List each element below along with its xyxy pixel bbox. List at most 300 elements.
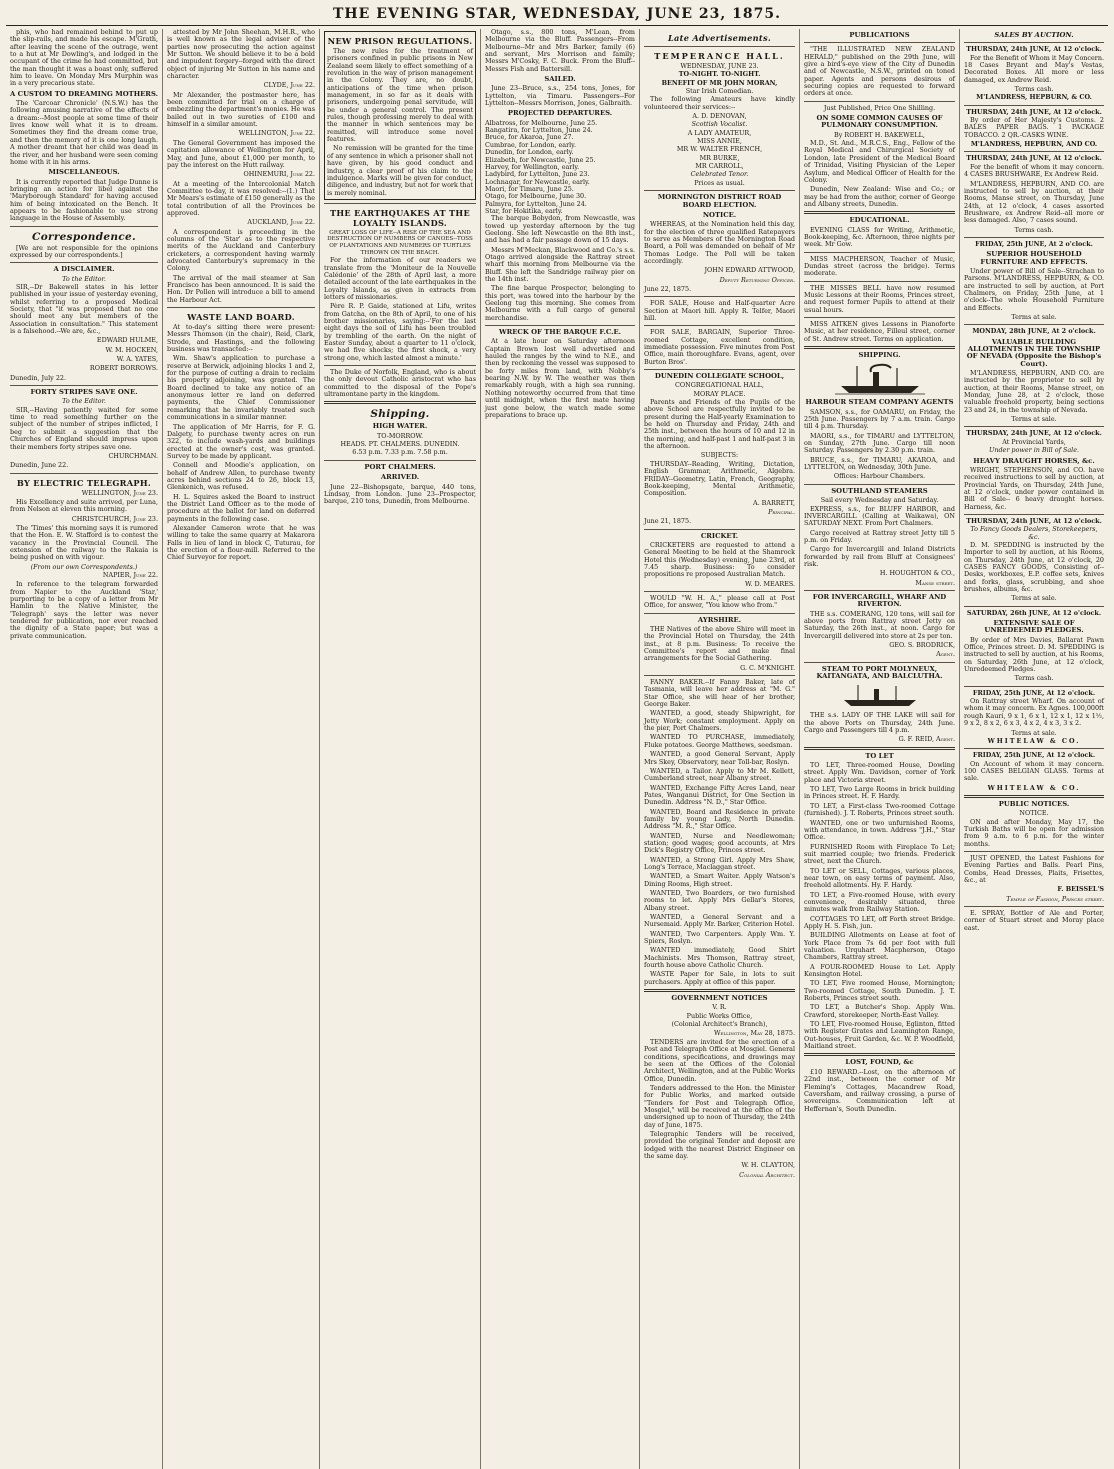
dateline: AUCKLAND, June 22. <box>247 218 315 227</box>
divider <box>804 317 955 318</box>
shipping-paragraph: The fine barque Prospector, belonging to this port, was towed into the harbour by the Geelong tug this morning. She comes from Melbourne with a full cargo of general merchandise. <box>485 284 635 322</box>
correspondence-heading: Correspondence. <box>32 230 136 243</box>
wanted-ad: WANTED, Exchange Fifty Acres Land, near Pates, Wanganui District, for One Section in Dunedin. Address "N. D.," Star Office. <box>644 783 795 807</box>
departure-item: Harvey, for Wellington, early. <box>485 162 580 171</box>
divider <box>10 473 158 474</box>
signature: JOHN EDWARD ATTWOOD, <box>704 266 795 275</box>
divider <box>804 281 955 282</box>
dateline: NAPIER, June 22. <box>102 570 158 579</box>
telegram-source: (From our own Correspondents.) <box>30 562 138 571</box>
sale-heading: EXTENSIVE SALE OF UNREDEEMED PLEDGES. <box>984 619 1084 635</box>
departures-heading: PROJECTED DEPARTURES. <box>507 109 613 118</box>
divider <box>10 226 158 227</box>
departure-item: Star, for Hokitika, early. <box>485 206 563 215</box>
shipping-detail: Cargo for Invercargill and Inland Districts forwarded by rail from Bluff at Consignees' risk. <box>804 545 955 568</box>
signature: EDWARD HULME, <box>96 336 158 345</box>
departure-item: Palmyra, for Lyttelton, June 24. <box>485 199 587 208</box>
divider <box>10 262 158 263</box>
performer: A. D. DENOVAN, <box>692 112 747 121</box>
sale-terms: Terms cash. <box>1014 225 1054 234</box>
divider <box>644 613 795 614</box>
office-date: Wellington, May 28, 1875. <box>713 1028 795 1037</box>
divider <box>804 590 955 591</box>
sale-date: SATURDAY, 26th JUNE, At 12 o'clock. <box>966 608 1102 617</box>
sale-date: THURSDAY, 24th JUNE, At 12 o'clock. <box>966 154 1102 163</box>
letter-to: To the Editor. <box>62 274 106 283</box>
report-paragraph: Alexander Cameron wrote that he was willing to take the same quarry at Makarora Falls in lieu of land in block C, Tuturau, for the erection of a flour-mill. Referred to the Chief Surveyor for report. <box>167 523 315 562</box>
notice-body: WHEREAS, at the Nomination held this day, for the election of three qualified Ratepayers to serve as Members of the Mornington Road Board, a Poll was demanded on behalf of Mr Thomas Lodge. The Poll will be taken accordingly. <box>644 220 795 265</box>
section-heading: MISCELLANEOUS. <box>48 168 120 177</box>
invercargill-heading: FOR INVERCARGILL, WHARF AND RIVERTON. <box>812 592 947 609</box>
event-body: The following Amateurs have kindly volunteered their services:-- <box>644 95 795 111</box>
cricket-body: CRICKETERS are requested to attend a General Meeting to be held at the Shamrock Hotel this (Wednesday) evening, June 23rd, at 7.45 sharp. Business: To consider propositions re proposed Australian Match. <box>644 540 795 579</box>
divider <box>964 426 1104 427</box>
education-ad: EVENING CLASS for Writing, Arithmetic, Book-keeping, &c. Afternoon, three nights per week. Mr Gow. <box>804 225 955 249</box>
shipping-ad: SAMSON, s.s., for OAMARU, on Friday, the 25th June. Passengers by 7 a.m. train. Cargo till 4 p.m. Thursday. <box>804 407 955 431</box>
sale-date: THURSDAY, 24th JUNE, At 12 o'clock. <box>966 45 1102 54</box>
departure-item: Otago, for Melbourne, June 30. <box>485 192 587 201</box>
shipping-ad: THE s.s. LADY OF THE LAKE will sail for the above Ports on Thursday, 24th June. Cargo and Passengers till 4 p.m. <box>804 711 955 735</box>
wanted-ad: WANTED, a Strong Girl. Apply Mrs Shaw, Long's Terrace, Maclaggan street. <box>644 855 795 871</box>
wanted-ad: WANTED, a good General Servant, Apply Mrs Skey, Observatory, near Toll-bar, Roslyn. <box>644 750 795 766</box>
office-branch: (Colonial Architect's Branch), <box>671 1020 768 1029</box>
to-let-ad: TO LET, a First-class Two-roomed Cottage (furnished). J. T. Roberts, Princes street south. <box>804 801 955 818</box>
performer: MR BURKE, <box>699 153 740 162</box>
prices: Prices as usual. <box>694 178 745 187</box>
divider <box>804 662 955 663</box>
sale-terms: Terms at sale. <box>1011 415 1057 424</box>
sale-heading: VALUABLE BUILDING ALLOTMENTS IN THE TOWNSHIP OF NEVADA (Opposite the Bishop's Court). <box>966 337 1102 368</box>
to-let-ad: COTTAGES TO LET, off Forth street Bridge. Apply H. S. Fish, jun. <box>804 914 955 930</box>
telegram: The General Government has imposed the capitation allowance of Wellington for April, May, and June, about £1,000 per month, to pay the interest on the Hutt railway. <box>167 138 315 169</box>
sailed-heading: SAILED. <box>544 75 576 84</box>
sale-body: By order of Mrs Davies, Ballarat Pawn Office, Princes street. D. M. SPEDDING is instructed to sell by auction, at his Rooms, on Saturday, 26th June, at 12 o'clock, Unredeemed Pledges. <box>964 635 1104 674</box>
article-paragraph: Père R. P. Gaide, stationed at Lifu, writes from Gatcha, on the 8th of April, to one of his brother missionaries, saying:--'For the last eight days the soil of Lifu has been troubled by trembling of the earth. On the night of Easter Sunday, about a quarter to 11 o'clock, we had five shocks; the first shock, a very strong one, which lasted almost a minute.' <box>324 302 476 362</box>
column-5 <box>640 29 800 1469</box>
high-water-day: TO-MORROW. <box>376 431 424 440</box>
publication-author: By ROBERT H. BAKEWELL, <box>834 130 925 139</box>
sale-body: On Account of whom it may concern. 100 CASES BELGIAN GLASS. Terms at sale. <box>964 759 1104 783</box>
letter-date: Dunedin, July 22. <box>10 373 66 382</box>
divider <box>644 529 795 530</box>
divider <box>324 460 476 461</box>
performer: MR W. WALTER FRENCH, <box>676 145 763 154</box>
notice-date: June 21, 1875. <box>644 517 692 526</box>
report-paragraph: The application of Mr Harris, for F. G. Dalgety, to purchase twenty acres on run 322, to include wash-yards and buildings erected at the owner's cost, was granted. Survey to be made by applicant. <box>167 422 315 460</box>
prison-heading: NEW PRISON REGULATIONS. <box>327 36 473 46</box>
divider <box>644 190 795 191</box>
earthquake-heading: THE EARTHQUAKES AT THE LOYALTY ISLANDS. <box>329 207 470 228</box>
to-let-ad: TO LET, Two Large Rooms in brick building in Princes street. H. F. Hardy. <box>804 785 955 801</box>
departure-item: Bruce, for Akaroa, June 27. <box>485 133 574 142</box>
signature: W. A. YATES, <box>116 355 158 364</box>
lost-found-heading: LOST, FOUND, &c <box>845 1058 914 1067</box>
divider <box>644 591 795 592</box>
sale-date: FRIDAY, 25th JUNE, At 12 o'clock. <box>972 751 1096 760</box>
sale-body: Under power of Bill of Sale--Strachan to Parsons. M'LANDRESS, HEPBURN, & CO. are instructed to sell by auction, at Port Chalmers, on Friday, 25th June, at 1 o'clock--The whole Household Furniture and Effects. <box>964 266 1104 312</box>
education-ad: MISS AITKEN gives Lessons in Pianoforte Music, at her residence, Filleul street, corner of St. Andrew street. Terms on application. <box>804 320 955 343</box>
signature: ROBERT BORROWS. <box>89 364 158 373</box>
divider <box>964 324 1104 325</box>
signature: A. BARRETT, <box>752 498 795 507</box>
auctioneer: WHITELAW & CO. <box>987 783 1081 792</box>
office-name: Public Works Office, <box>686 1011 753 1020</box>
divider <box>964 151 1104 152</box>
sale-terms: Terms cash. <box>1014 674 1054 683</box>
temperance-heading: TEMPERANCE HALL. <box>654 51 785 61</box>
signature-title: Temple of Fashion, Princes street. <box>1006 894 1104 903</box>
departure-item: Maori, for Timaru, June 25. <box>485 184 574 193</box>
late-ads-heading: Late Advertisements. <box>667 33 772 43</box>
earthquake-subheading: GREAT LOSS OF LIFE--A RISE OF THE SEA AND DESTRUCTION OF NUMBERS OF CANOES--TOSS OF PLANTATIONS AND NUMBERS OF TURTLES THROWN ON THE BEACH. <box>327 229 473 256</box>
telegram: In reference to the telegram forwarded from Napier to the Auckland 'Star,' purporting to be a copy of a letter from Mr Hamlin to the Native Minister, the 'Telegraph' says the letter was never tendered for publication, nor ever reached the dignity of a State paper; but was a private communication. <box>10 580 158 640</box>
departure-item: Lochnagar, for Newcastle, early. <box>485 177 590 186</box>
notice-date: June 22, 1875. <box>644 284 692 293</box>
tender-notice: TENDERS are invited for the erection of a Post and Telegraph Office at Mosgiel. General conditions, specifications, and drawings may be seen at the Offices of the Colonial Architect, Wellington, and at the Public Works Office, Dunedin. <box>644 1037 795 1083</box>
wanted-ad: WANTED, Two Carpenters. Apply Wm. Y. Spiers, Roslyn. <box>644 929 795 946</box>
column-7 <box>960 29 1108 1469</box>
dateline: OHINEMURI, June 22. <box>243 170 315 179</box>
sale-terms: Terms cash. <box>1014 85 1054 94</box>
cricket-heading: CRICKET. <box>700 531 739 540</box>
classified-ad: FANNY BAKER.--If Fanny Baker, late of Tasmania, will leave her address at "M. G." Star Office, she will hear of her brother, George Baker. <box>644 678 795 709</box>
sale-body: For the benefit of whom it may concern. 4 CASES BRUSHWARE, Ex Andrew Reid. <box>964 162 1104 179</box>
to-let-ad: BUILDING Allotments on Lease at foot of York Place from 7s 6d per foot with full valuation. Urquhart Macpherson, Otago Chambers, Rattray street. <box>804 931 955 962</box>
article-paragraph: The 'Carcoar Chronicle' (N.S.W.) has the following amusing narrative of the effects of a dream:--Most people at some time of their lives know well what it is to dream. Sometimes they find the dream come true, and then the memory of it is one long laugh. A mother dreamt that her child was dead in the river, and her husband were seen coming home with it in his arms. <box>10 99 158 166</box>
divider <box>964 606 1104 607</box>
shipping-ad: MAORI, s.s., for TIMARU and LYTTELTON, on Sunday, 27th June. Cargo till noon Saturday. Passengers by 2.30 p.m. train. <box>804 431 955 455</box>
divider <box>964 748 1104 749</box>
report-paragraph: H. L. Squires asked the Board to instruct the District Land Officer as to the mode of procedure at the ballot for land on deferred payments in the following case. <box>167 492 315 523</box>
performer: MISS ANNIE, <box>697 137 742 146</box>
education-ad: MISS MACPHERSON, Teacher of Music, Dundas street (across the bridge). Terms moderate. <box>804 254 955 278</box>
wanted-ad: WANTED, a good, steady Shipwright, for Jetty Work; constant employment. Apply on the pier, Port Chalmers. <box>644 709 795 733</box>
to-let-ad: TO LET or SELL, Cottages, various places, near town, on easy terms of payment. Also, freehold allotments. Hy. F. Hardy. <box>804 866 955 890</box>
event-line: Star Irish Comedian. <box>685 87 754 96</box>
event-line: TO-NIGHT. TO-NIGHT. <box>678 70 761 79</box>
signature: G. C. M'KNIGHT. <box>740 663 795 672</box>
sale-date: THURSDAY, 24th JUNE, At 12 o'clock. <box>966 107 1102 116</box>
to-let-ad: TO LET, Three-roomed House, Dowling street. Apply Wm. Davidson, corner of York place and Victoria street. <box>804 761 955 784</box>
wanted-ad: WASTE Paper for Sale, in lots to suit purchasers. Apply at office of this paper. <box>644 970 795 986</box>
shipping-paragraph: The barque Bobydon, from Newcastle, was towed up yesterday afternoon by the tug Geelong. She left Newcastle on the 8th inst., and has had a fair passage down of 15 days. <box>485 214 635 245</box>
high-water-times: 6.53 p.m. 7.33 p.m. 7.58 p.m. <box>352 448 448 457</box>
telegram: Mr Alexander, the postmaster here, has been committed for trial on a charge of embezzling the department's monies. He was bailed out in two sureties of £100 and himself in a similar amount. <box>167 90 315 129</box>
departure-item: Rangatira, for Lyttelton, June 24. <box>485 126 593 135</box>
sale-date: FRIDAY, 25th JUNE, At 12 o'clock. <box>972 688 1096 697</box>
sale-body: WRIGHT, STEPHENSON, and CO. have received instructions to sell by auction, at Provincial Yards, on Thursday, 24th June, at 12 o'clock, under power contained in Bill of Sale-- 6 heavy draught horses. Harness, &c. <box>964 465 1104 511</box>
to-let-ad: TO LET, Five roomed House, Mornington; Two-roomed Cottage, South Dunedin. J. T. Roberts, Princes street south. <box>804 979 955 1003</box>
letter-to: To the Editor. <box>62 397 106 406</box>
telegram: His Excellency and suite arrived, per Luna, from Nelson at eleven this morning. <box>10 497 158 514</box>
divider <box>644 46 795 47</box>
divider <box>804 42 955 43</box>
departure-item: Dunedin, for London, early. <box>485 148 574 157</box>
steamship-icon <box>840 683 920 709</box>
divider <box>804 252 955 253</box>
sailings: June 23--Bruce, s.s., 254 tons, Jones, for Lyttelton, via Timaru. Passengers--For Lyttelton--Messrs Morrison, Jones, Galbraith. <box>485 84 635 108</box>
telegram: The arrival of the mail steamer at San Francisco has been announced. It is said the Hon. Dr Pollen will introduce a bill to amend the Harbour Act. <box>167 273 315 304</box>
shipping-paragraph: Messrs M'Meckan, Blackwood and Co.'s s.s. Otago arrived alongside the Rattray street wharf this morning from Melbourne via the Bluff. She left the Sandridge railway pier on the 14th inst. <box>485 245 635 283</box>
divider <box>167 307 315 308</box>
molyneux-heading: STEAM TO PORT MOLYNEUX, KAITANGATA, AND BALCLUTHA. <box>816 664 943 681</box>
dateline: CLYDE, June 22. <box>263 81 315 90</box>
letter-date: Dunedin, June 22. <box>10 461 69 470</box>
auction-heading: SALES BY AUCTION. <box>994 31 1074 39</box>
divider <box>964 514 1104 515</box>
divider <box>804 484 955 485</box>
wanted-ad: WANTED, Nurse and Needlewoman; station; good wages; good accounts, at Mrs Dick's Registry Office, Princes street. <box>644 831 795 855</box>
divider <box>324 203 476 204</box>
column-1 <box>6 29 163 1469</box>
report-paragraph: Wm. Shaw's application to purchase a reserve at Berwick, adjoining blocks 1 and 2, for the purpose of cutting a drain to reclaim his property adjoining, was granted. The Board declined to take any notice of an anonymous letter re land on deferred payments, the Chief Commissioner remarking that he invariably treated such communications in a similar manner. <box>167 354 315 422</box>
divider <box>10 385 158 386</box>
sale-body: By order of Her Majesty's Customs. 2 BALES PAPER BAGS. 1 PACKAGE TOBACCO. 2 QR.-CASKS WINE. <box>964 116 1104 139</box>
divider <box>964 795 1104 798</box>
publication-body: M.D., St. And., M.R.C.S., Eng., Fellow of the Royal Medical and Chirurgical Society of London, late President of the Medical Board of Trinidad, Visiting Physician of the Leper Asylum, and Medical Officer of Health for the Colony. <box>804 139 955 184</box>
article-paragraph: The new rules for the treatment of prisoners confined in public prisons in New Zealand seem likely to effect something of a revolution in the way of prison management in the Colony. They are, no doubt, anticipations of the time when prison management, in so far as it deals with prisoners, undergoing penal servitude, will be under a general control. The present rules, though professing merely to deal with the manner in which sentences may be remitted, will introduce some novel features. <box>327 47 473 144</box>
signature: H. HOUGHTON & CO., <box>879 569 955 578</box>
wreck-heading: WRECK OF THE BARQUE F.C.E. <box>498 328 622 337</box>
public-notices-heading: PUBLIC NOTICES. <box>998 799 1070 808</box>
divider <box>644 369 795 370</box>
auctioneer: M'LANDRESS, HEPBURN, AND CO. <box>970 140 1098 149</box>
signature: W. M. HOCKEN, <box>105 345 158 354</box>
letter-heading: A DISCLAIMER. <box>53 265 115 274</box>
wanted-ad: WANTED, a Smart Waiter. Apply Watson's Dining Rooms, High street. <box>644 872 795 888</box>
section-heading: A CUSTOM TO DREAMING MOTHERS. <box>10 89 158 98</box>
southland-sub: Sail every Wednesday and Saturday. <box>820 496 939 505</box>
divider <box>644 296 795 297</box>
to-let-ad: FURNISHED Room with Fireplace To Let; suit married couple; two friends. Frederick street, next the Church. <box>804 842 955 866</box>
wanted-ad: WANTED, Board and Residence in private family by young Lady, North Dunedin. Address "M. R.," Star Office. <box>644 807 795 831</box>
royal-cipher: V. R. <box>712 1003 727 1012</box>
report-paragraph: At to-day's sitting there were present: Messrs Thomson (in the chair), Reid, Clark, Strode, and Hastings, and the following business was transacted:-- <box>167 323 315 354</box>
arrived-heading: ARRIVED. <box>380 473 420 482</box>
divider <box>804 346 955 349</box>
public-notice: ON and after Monday, May 17, the Turkish Baths will be open for admission from 9 a.m. to 6 p.m. for the winter months. <box>964 817 1104 848</box>
publications-heading: PUBLICATIONS <box>849 31 910 39</box>
article-paragraph: No remission will be granted for the time of any sentence in which a prisoner shall not have given, by his good conduct and industry, a clear proof of his claim to the indulgence. Marks will be given for conduct, diligence, and industry, but not for work that is merely nominal. <box>327 144 473 197</box>
divider <box>964 105 1104 106</box>
sale-location: At Provincial Yards, <box>1002 437 1066 446</box>
article-paragraph: attested by Mr John Sheehan, M.H.R., who is well known as the legal adviser of the parties now prosecuting the action against Mr Sutton. We should believe it to be a bold and impudent forgery--forged with the direct object of injuring Mr Sutton in his name and character. <box>167 29 315 81</box>
divider <box>964 42 1104 43</box>
shipping-ad: EXPRESS, s.s., for BLUFF HARBOR, and INVERCARGILL (Calling at Waikawa), ON SATURDAY NEXT. From Port Chalmers. <box>804 504 955 528</box>
publication-lead: Just Published, Price One Shilling. <box>823 103 936 112</box>
departure-item: Elizabeth, for Newcastle, June 25. <box>485 155 596 164</box>
divider <box>644 989 795 992</box>
signature: Manse street. <box>915 578 955 587</box>
sale-terms: Terms at sale. <box>1011 728 1057 737</box>
departure-item: Ladybird, for Lyttelton, June 23. <box>485 170 590 179</box>
dateline: CHRISTCHURCH, June 23. <box>71 514 158 523</box>
telegram: The 'Times' this morning says it is rumored that the Hon. E. W. Stafford is to contest the vacancy in the Provincial Council. The extension of the railway to the Rakaia is being pushed on with vigour. <box>10 523 158 562</box>
sale-date: THURSDAY, 24th JUNE, At 12 o'clock. <box>966 429 1102 438</box>
shipping-detail: Cargo received at Rattray street Jetty till 5 p.m. on Friday. <box>804 528 955 544</box>
signature-title: Colonial Architect. <box>739 1170 795 1179</box>
high-water-places: HEADS. PT. CHALMERS. DUNEDIN. <box>340 440 460 449</box>
divider <box>804 1053 955 1056</box>
masthead: THE EVENING STAR, WEDNESDAY, JUNE 23, 1875. <box>6 4 1108 26</box>
performer: MR CARROLL, <box>695 162 744 171</box>
education-ad: THE MISSES BELL have now resumed Music Lessons at their Rooms, Princes street, and request former Pupils to attend at their usual hours. <box>804 283 955 314</box>
wanted-ad: WANTED, Two Boarders, or two furnished rooms to let. Apply Mrs Gellar's Stores, Albany street. <box>644 889 795 912</box>
wreck-report: At a late hour on Saturday afternoon Captain Brown lost well advertised and hauled the ranges by the wind to N.E., and then by reckoning the vessel was supposed to be forty miles from land, with Nobby's bearing N.W. by W. The weather was then remarkably rough, with a high sea running. Nothing noteworthy occurred from that time until midnight, when the first mate having just gone below, the watch made some preparations to brace up. <box>485 337 635 419</box>
divider <box>324 365 476 366</box>
wanted-ad: WANTED, a Tailor. Apply to Mr M. Kellett, Cumberland street, near Albany street. <box>644 766 795 783</box>
departure-item: Cumbrae, for London, early. <box>485 140 576 149</box>
high-water-heading: HIGH WATER. <box>372 422 428 431</box>
divider <box>485 325 635 326</box>
school-venue: MORAY PLACE. <box>693 389 746 398</box>
to-let-ad: TO LET, a Five-roomed House, with every convenience, desirably situated, three minutes walk from Railway Station. <box>804 890 955 914</box>
school-body: Parents and Friends of the Pupils of the above School are respectfully invited to be present during the Half-yearly Examination to be held on Thursday and Friday, 24th and 25th inst., between the hours of 10 and 12 in the morning, and half-past 1 and half-past 3 in the afternoon. <box>644 398 795 451</box>
signature: GEO. S. BRODRICK, <box>889 641 955 649</box>
editor-note: [We are not responsible for the opinions expressed by our correspondents.] <box>10 243 158 259</box>
to-let-ad: TO LET, Five-roomed House, Eglinton, fitted with Register Grates and Leamington Range, Out-houses, Fruit Garden, &c. W. P. Woodfield, Maitland street. <box>804 1020 955 1051</box>
steamship-icon <box>835 362 925 396</box>
column-4 <box>481 29 640 1469</box>
to-let-heading: TO LET <box>865 751 894 760</box>
telegraph-heading: BY ELECTRIC TELEGRAPH. <box>16 477 152 488</box>
event-line: BENEFIT OF MR JOHN MORAN, <box>661 78 778 87</box>
shipping-heading: SHIPPING. <box>858 351 901 360</box>
divider <box>964 851 1104 852</box>
sale-body: On Rattray street Wharf. On account of whom it may concern. Ex Agnes. 100,000ft rough Kauri, 9 x 1, 6 x 1, 12 x 1, 12 x 1½, 9 x 2, 8 x 2, 6 x 3, 4 x 2, 4 x 3, 3 x 2. <box>964 697 1104 728</box>
notice-heading: NOTICE. <box>702 210 737 219</box>
shipping-ad: THE s.s. COMERANG, 120 tons, will sail for above ports from Rattray street Jetty on Saturday, the 26th inst., at noon. Cargo for Invercargill delivered into store at 2s per ton. <box>804 609 955 640</box>
divider <box>964 906 1104 907</box>
tender-notice: Tenders addressed to the Hon. the Minister for Public Works, and marked outside "Tenders for Post and Telegraph Office, Mosgiel," will be received at the office of the undersigned up to noon of Thursday, the 24th day of June, 1875. <box>644 1083 795 1129</box>
sale-date: FRIDAY, 25th JUNE, At 2 o'clock. <box>975 239 1093 248</box>
telegram: At a meeting of the Intercolonial Match Committee to-day, it was resolved:--(1.) That Mr Mears's estimate of £150 generally as the total contribution of all the Provinces be approved. <box>167 179 315 217</box>
event-date: WEDNESDAY, JUNE 23. <box>680 62 759 70</box>
sale-date: MONDAY, 28th JUNE, At 2 o'clock. <box>972 327 1096 336</box>
divider <box>324 401 476 404</box>
letter-heading: FORTY STRIPES SAVE ONE. <box>30 388 138 397</box>
performer: Celebrated Tenor. <box>690 170 749 179</box>
to-let-ad: TO LET, a Butcher's Shop. Apply Wm. Crawford, storekeeper, North-East Valley. <box>804 1003 955 1019</box>
dateline: WELLINGTON, June 23. <box>81 488 158 497</box>
sale-date: THURSDAY, 24th JUNE, At 12 o'clock. <box>966 516 1102 525</box>
shipping-heading: Shipping. <box>370 408 430 421</box>
divider <box>644 325 795 326</box>
divider <box>964 686 1104 687</box>
wanted-ad: WANTED immediately, Good Shirt Machinists. Mrs Thomson, Rattray street, fourth house above Catholic Church. <box>644 946 795 970</box>
divider <box>964 237 1104 238</box>
dateline: WELLINGTON, June 22. <box>238 129 315 138</box>
publication-ad: "THE ILLUSTRATED NEW ZEALAND HERALD," published on the 29th June, will give a bird's-eye view of the City of Dunedin and of Newcastle, N.S.W., printed on toned paper. Agents and persons desirous of securing copies are requested to forward orders at once. <box>804 45 955 98</box>
publication-title: ON SOME COMMON CAUSES OF PULMONARY CONSUMPTION. <box>816 114 943 130</box>
auctioneer: M'LANDRESS, HEPBURN, & CO. <box>976 93 1092 102</box>
sale-sub: Under power in Bill of Sale. <box>988 446 1080 455</box>
public-notice: JUST OPENED, the Latest Fashions for Evening Parties and Balls. Pearl Pins, Combs, Head Dresses, Plaits, Frisettes, &c., at <box>964 853 1104 884</box>
notice-label: NOTICE. <box>1019 809 1049 818</box>
article-paragraph: For the information of our readers we translate from the 'Moniteur de la Nouvelle Calédonie' of the 28th of April last, a more detailed account of the late earthquakes in the Loyalty Islands, as given in extracts from letters of missionaries. <box>324 256 476 301</box>
sale-terms: Terms at sale. <box>1011 594 1057 603</box>
port-heading: PORT CHALMERS. <box>364 462 436 471</box>
sale-body: M'LANDRESS, HEPBURN, AND CO. are instructed by the proprietor to sell by auction, at their Rooms, Manse street, on Monday, June 28, at 2 o'clock, those valuable freehold property, being sections 23 and 24, in the township of Nevada. <box>964 369 1104 414</box>
classified-ad: FOR SALE, House and Half-quarter Acre Section at Maori hill. Apply R. Telfer, Maori hill. <box>644 299 795 322</box>
to-let-ad: WANTED, one or two unfurnished Rooms, with attendance, in town. Address "J.H.," Star Office. <box>804 818 955 842</box>
column-6 <box>800 29 960 1469</box>
telegram: A correspondent is proceeding in the columns of the 'Star' as to the respective merits of the Auckland and Canterbury cricketers, a correspondent having warmly advocated Canterbury's supremacy in the Colony. <box>167 227 315 273</box>
signature: W. H. CLAYTON, <box>741 1161 795 1170</box>
ayrshire-body: THE Natives of the above Shire will meet in the Provincial Hotel on Thursday, the 24th inst., at 8 p.m. Business: To receive the Committee's report and make final arrangements for the Social Gathering. <box>644 625 795 663</box>
departure-item: Albatross, for Melbourne, June 25. <box>485 118 598 127</box>
prison-article-box <box>324 31 476 200</box>
article-paragraph: phis, who had remained behind to put up the slip-rails, and made his escape. M'Grath, after leaving the scene of the outrage, went to a hut at Mr Dowling's, and lodged in the occupant of the crime he had committed, but the man thought it was a boast only, suffered him to leave. On Monday Mrs Murphin was in a very precarious state. <box>10 29 158 88</box>
signature: G. F. REID, Agent. <box>898 735 955 744</box>
classified-ad: WOULD "W. H. A.," please call at Post Office, for answer, "You know who from." <box>644 593 795 610</box>
signature: Agent. <box>936 650 955 659</box>
performer: Scottish Vocalist. <box>691 120 748 129</box>
offices: Offices: Harbour Chambers. <box>833 472 926 481</box>
southland-heading: SOUTHLAND STEAMERS <box>831 486 928 495</box>
tender-notice: Telegraphic Tenders will be received, provided the original Tender and deposit are lodged with the nearest District Engineer on the same day. <box>644 1129 795 1160</box>
sale-body: M'LANDRESS, HEPBURN, AND CO. are instructed to sell by auction, at their Rooms, Manse street, on Thursday, June 24th, at 12 o'clock, 4 cases assorted Brushware, ex Andrew Reid--all more or less damaged. Also, 7 cases sound. <box>964 179 1104 225</box>
signature: W. D. MEARES. <box>745 579 795 588</box>
signature: F. BEISSEL'S <box>1057 885 1104 894</box>
subjects-body: THURSDAY--Reading, Writing, Dictation, English Grammar, Arithmetic, Algebra. FRIDAY--Geometry, Latin, French, Geography, Book-keeping, Mental Arithmetic, Composition. <box>644 459 795 498</box>
signature: CHURCHMAN. <box>108 451 158 460</box>
sale-heading: HEAVY DRAUGHT HORSES, &c. <box>973 456 1095 465</box>
government-heading: GOVERNMENT NOTICES <box>671 994 768 1003</box>
classified-ad: FOR SALE, BARGAIN, Superior Three-roomed Cottage, excellent condition, immediate possession. Five minutes from Post Office, main thoroughfare. Evans, agent, over Burton Bros'. <box>644 328 795 366</box>
school-heading: DUNEDIN COLLEGIATE SCHOOL, <box>654 372 785 381</box>
sale-heading: SUPERIOR HOUSEHOLD FURNITURE AND EFFECTS. <box>980 250 1088 266</box>
waste-land-heading: WASTE LAND BOARD. <box>187 312 295 323</box>
sale-body: For the Benefit of Whom it May Concern. 18 Cases Bryant and May's Vestas, Decorated Boxes. All more or less damaged, ex Andrew Reid. <box>964 53 1104 84</box>
passenger-list: Otago, s.s., 800 tons, M'Lean, from Melbourne via the Bluff. Passengers--From Melbourne--Mr and Mrs Barker, family (6) and servant, Mrs Morrison and family; Messrs M'Cosky, F. C. Buck. From the Bluff--Messrs Fish and Battersill. <box>485 29 635 73</box>
ayrshire-heading: AYRSHIRE. <box>697 615 742 624</box>
auctioneer: WHITELAW & CO. <box>987 736 1081 745</box>
shipping-ad: BRUCE, s.s., for TIMARU, AKAROA, and LYTTELTON, on Wednesday, 30th June. <box>804 455 955 472</box>
columns <box>6 29 1108 1469</box>
to-let-ad: A FOUR-ROOMED House to Let. Apply Kensington Hotel. <box>804 962 955 979</box>
signature-title: Deputy Returning Officer. <box>719 275 795 284</box>
letter-body: SIR,--Having patiently waited for some time to read something further on the subject of the number of stripes inflicted, I beg to submit a suggestion that the Churches of England should impress upon their members forty stripes save one. <box>10 405 158 451</box>
signature-title: Principal. <box>768 507 795 516</box>
divider <box>804 101 955 102</box>
harbour-company-heading: HARBOUR STEAM COMPANY AGENTS <box>805 398 954 407</box>
reward-ad: £10 REWARD.--Lost, on the afternoon of 22nd inst., between the corner of Mr Fleming's Cottages, Macandrew Road, Caversham, and railway crossing, a purse of sovereigns. Communication left at Heffernan's, South Dunedin. <box>804 1067 955 1113</box>
public-notice: E. SPRAY, Bottler of Ale and Porter, corner of Stuart street and Moray place east. <box>964 909 1104 932</box>
subjects-heading: SUBJECTS: <box>700 451 739 460</box>
sale-body: D. M. SPEDDING is instructed by the Importer to sell by auction, at his Rooms, on Thursday, 24th June, at 12 o'clock, 20 CASES FANCY GOODS, Consisting of-- Desks, workboxes, E.P. coffee sets, knives and forks, glass, scrubbing, and shoe brushes, albums, &c. <box>964 540 1104 593</box>
wanted-ad: WANTED, a General Servant and a Nursemaid. Apply Mr. Barker, Criterion Hotel. <box>644 913 795 929</box>
sale-sub: To Fancy Goods Dealers, Storekeepers, &c. <box>970 525 1098 541</box>
sale-terms: Terms at sale. <box>1011 313 1057 321</box>
letter-body: SIR,--Dr Bakewell states in his letter published in your issue of yesterday evening, whilst referring to a proposed Medical Society, that "it was proposed that no one should meet any but members of the Association in consultation." This statement is a falsehood.--We are, &c., <box>10 282 158 336</box>
wanted-ad: WANTED TO PURCHASE, immediately, Fluke potatoes. George Matthews, seedsman. <box>644 733 795 749</box>
publication-where: Dunedin, New Zealand: Wise and Co.; or may be had from the author, corner of George and Albany streets, Dunedin. <box>804 185 955 208</box>
divider <box>644 675 795 676</box>
report-paragraph: Connell and Moodie's application, on behalf of Andrew Allen, to purchase twenty acres behind sections 24 to 26, block 13, Glenkenich, was refused. <box>167 461 315 492</box>
column-3 <box>320 29 481 1469</box>
article-paragraph: It is currently reported that Judge Dunne is bringing an action for libel against the 'Maryborough Standard' for having accused him of being intoxicated on the Bench. It appears to be fashionable to use strong language in the House of Assembly. <box>10 177 158 223</box>
article-paragraph: The Duke of Norfolk, England, who is about the only devout Catholic aristocrat who has committed to the disposal of the Pope's ultramontane party in the kingdom. <box>324 368 476 399</box>
divider <box>804 747 955 750</box>
school-venue: CONGREGATIONAL HALL, <box>675 381 764 390</box>
performer: A LADY AMATEUR, <box>687 128 752 137</box>
divider <box>804 211 955 214</box>
educational-heading: EDUCATIONAL. <box>849 216 910 225</box>
arrivals: June 22--Bishopsgate, barque, 440 tons, Lindsay, from London. June 23--Prospector, barque, 210 tons, Dunedin, from Melbourne. <box>324 482 476 506</box>
column-2 <box>163 29 320 1469</box>
election-heading: MORNINGTON DISTRICT ROAD BOARD ELECTION. <box>657 193 782 209</box>
